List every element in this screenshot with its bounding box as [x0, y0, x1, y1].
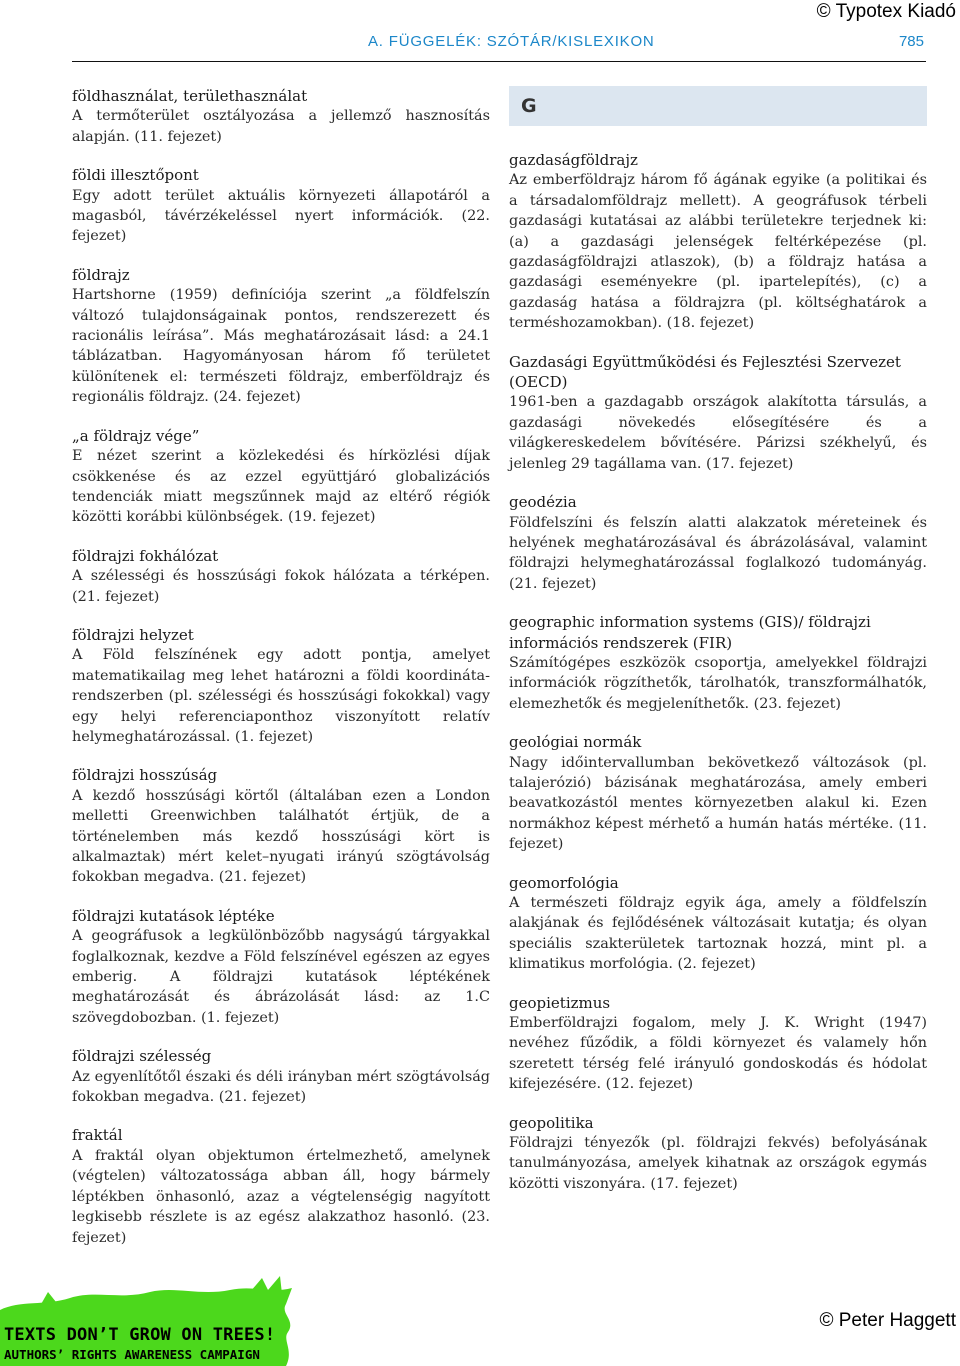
entry-term: „a földrajz vége” — [72, 426, 200, 445]
glossary-entry — [72, 1046, 490, 1107]
entry-definition: Hartshorne (1959) definíciója szerint „a földfelszín változó tulajdonságainak pontos, rendszerezett és racionális leírása”. Más meghatározásait lásd: a 24.1 táblázatban. Hagyományosan három fő területet különítenek el: természeti földrajz, emberföldrajz és regionális földrajz. (24. fejezet) — [72, 287, 490, 406]
glossary-entry — [72, 765, 490, 887]
right-column — [509, 86, 927, 1212]
glossary-entry — [72, 165, 490, 247]
entry-definition: A termőterület osztályozása a jellemző hasznosítás alapján. (11. fejezet) — [72, 108, 490, 145]
entry-term: földrajzi szélesség — [72, 1047, 212, 1066]
copyright-bottom: © Peter Haggett — [819, 1310, 956, 1331]
section-letter: G — [521, 95, 537, 117]
glossary-entry — [509, 732, 927, 854]
glossary-entry — [509, 993, 927, 1095]
glossary-entry — [509, 873, 927, 975]
entry-term: geopolitika — [509, 1113, 594, 1132]
entry-term: földrajzi helyzet — [72, 625, 194, 644]
glossary-entry — [72, 1125, 490, 1247]
entry-definition: A kezdő hosszúsági körtől (általában ezen a London melletti Greenwichben találhatót értjük, de a történelemben más kezdő hosszúsági kört is alkalmaztak) mért kelet–nyugati irányú szögtávolság fokokban megadva. (21. fejezet) — [72, 787, 490, 886]
glossary-entry — [509, 1113, 927, 1195]
running-head — [72, 33, 926, 62]
running-head-title: A. FÜGGELÉK: SZÓTÁR/KISLEXIKON — [368, 33, 655, 50]
entry-term: fraktál — [72, 1126, 123, 1145]
entry-definition: Az egyenlítőtől északi és déli irányban mért szögtávolság fokokban megadva. (21. fejezet) — [72, 1068, 490, 1106]
entry-term: geológiai normák — [509, 733, 642, 752]
entry-term: geopietizmus — [509, 993, 611, 1012]
glossary-entry — [509, 150, 927, 334]
glossary-entry — [509, 492, 927, 594]
glossary-entry — [72, 906, 490, 1028]
entry-term: földi illesztőpont — [72, 166, 199, 185]
entry-definition: A geográfusok a legkülönbözőbb nagyságú tárgyakkal foglalkoznak, kezdve a Föld felszínével egészen az egyes emberig. A földrajzi kutatások léptékének meghatározását és ábrázolását lásd: az 1.C szövegdobozban. (1. fejezet) — [72, 928, 490, 1026]
copyright-top: © Typotex Kiadó — [816, 1, 956, 22]
entry-definition: A Föld felszínének egy adott pontja, amelyet matematikailag meg lehet határozni a földi koordináta-rendszerben (pl. szélességi és hosszúsági fokokkal) vagy egy helyi referenciaponthoz viszonyított relatív helymeghatározással. (1. fejezet) — [72, 647, 490, 745]
banner-slogan: TEXTS DON’T GROW ON TREES! — [4, 1325, 276, 1345]
entry-definition: Az emberföldrajz három fő ágának egyike (a politikai és a társadalomföldrajz mellett). A geográfusok térbeli gazdasági kutatásai az alábbi területekre terjednek ki: (a) a gazdasági jelenségek feltérképezése (pl. gazdaságföldrajzi atlaszok), (b) a földrajz hatása a gazdasági eseményekre (pl. ipartelepítés), (c) a gazdaság hatása a földrajzra (pl. költséghatárok a terméshozamokban). (18. fejezet) — [509, 172, 927, 332]
entry-definition: Egy adott terület aktuális környezeti állapotáról a magasból, távérzékeléssel nyert információk. (22. fejezet) — [72, 187, 490, 245]
entry-term: geographic information systems (GIS)/ földrajzi információs rendszerek (FIR) — [509, 613, 871, 652]
glossary-entry — [509, 352, 927, 474]
entry-definition: E nézet szerint a közlekedési és hírközlési díjak csökkenése és az ezzel együttjáró globalizációs tendenciák miatt megszűnnek majd az eltérő régiók közötti korábbi különbségek. (19. fejezet) — [72, 448, 490, 526]
glossary-entry — [72, 86, 490, 147]
entry-term: földrajzi fokhálózat — [72, 546, 219, 565]
entry-definition: 1961-ben a gazdagabb országok alakította társulás, a gazdasági növekedés elősegítésére és a világkereskedelem bővítésére. Párizsi székhelyű, és jelenleg 29 tagállama van. (17. fejezet) — [509, 394, 927, 472]
entry-definition: A szélességi és hosszúsági fokok hálózata a térképen. (21. fejezet) — [72, 568, 490, 605]
banner-campaign-name: AUTHORS’ RIGHTS AWARENESS CAMPAIGN — [4, 1347, 260, 1362]
entry-term: földrajzi hosszúság — [72, 766, 218, 785]
glossary-entry — [72, 426, 490, 528]
entry-definition: Nagy időintervallumban bekövetkező változások (pl. talajerózió) bázisának meghatározása, amely emberi beavatkozástól mentes környezetben alakul ki. Ezen normákhoz képest mérhető a humán hatás mértéke. (11. fejezet) — [509, 754, 927, 853]
page-number: 785 — [898, 33, 924, 50]
glossary-entry — [72, 265, 490, 408]
glossary-entry — [72, 625, 490, 747]
entry-definition: Számítógépes eszközök csoportja, amelyekkel földrajzi információk rögzíthetők, tárolhatók, transzformálhatók, elemezhetők és megjeleníthetők. (23. fejezet) — [509, 654, 927, 712]
entry-term: geomorfológia — [509, 873, 619, 892]
entry-definition: Emberföldrajzi fogalom, mely J. K. Wright (1947) nevéhez fűződik, a földi környezet és valamely hőn szeretett térség felé irányuló gondoskodás és hódolat kifejezésére. (12. fejezet) — [509, 1015, 927, 1093]
entry-definition: Földrajzi tényezők (pl. földrajzi fekvés) befolyásának tanulmányozása, amelyek kihatnak az országok egymás közötti viszonyára. (17. fejezet) — [509, 1135, 927, 1192]
entry-term: geodézia — [509, 493, 577, 512]
glossary-entry — [72, 546, 490, 607]
campaign-banner — [0, 1270, 300, 1366]
entry-definition: A természeti földrajz egyik ága, amely a földfelszín alakjának és fejlődésének változásait kutatja; és olyan speciális szakterületek tartoznak hozzá, mint pl. a klimatikus morfológia. (2. fejezet) — [509, 895, 927, 973]
entry-term: földhasználat, területhasználat — [72, 87, 308, 105]
entry-term: földrajzi kutatások léptéke — [72, 906, 275, 925]
section-letter-band — [509, 86, 927, 126]
glossary-entry — [509, 612, 927, 714]
entry-definition: A fraktál olyan objektumon értelmezhető, amelynek (végtelen) változatossága abban áll, hogy bármely léptékben önhasonló, azaz a végtelenségig nagyított legkisebb részlete is az egész alakzathoz hasonló. (23. fejezet) — [72, 1147, 490, 1246]
entry-definition: Földfelszíni és felszín alatti alakzatok méreteinek és helyének meghatározásával és ábrázolásával, valamint földrajzi helymeghatározással foglalkozó tudományág. (21. fejezet) — [509, 514, 927, 592]
entry-term: Gazdasági Együttműködési és Fejlesztési Szervezet (OECD) — [509, 352, 901, 392]
entry-term: gazdaságföldrajz — [509, 151, 638, 169]
left-column — [72, 86, 490, 1266]
entry-term: földrajz — [72, 265, 130, 284]
